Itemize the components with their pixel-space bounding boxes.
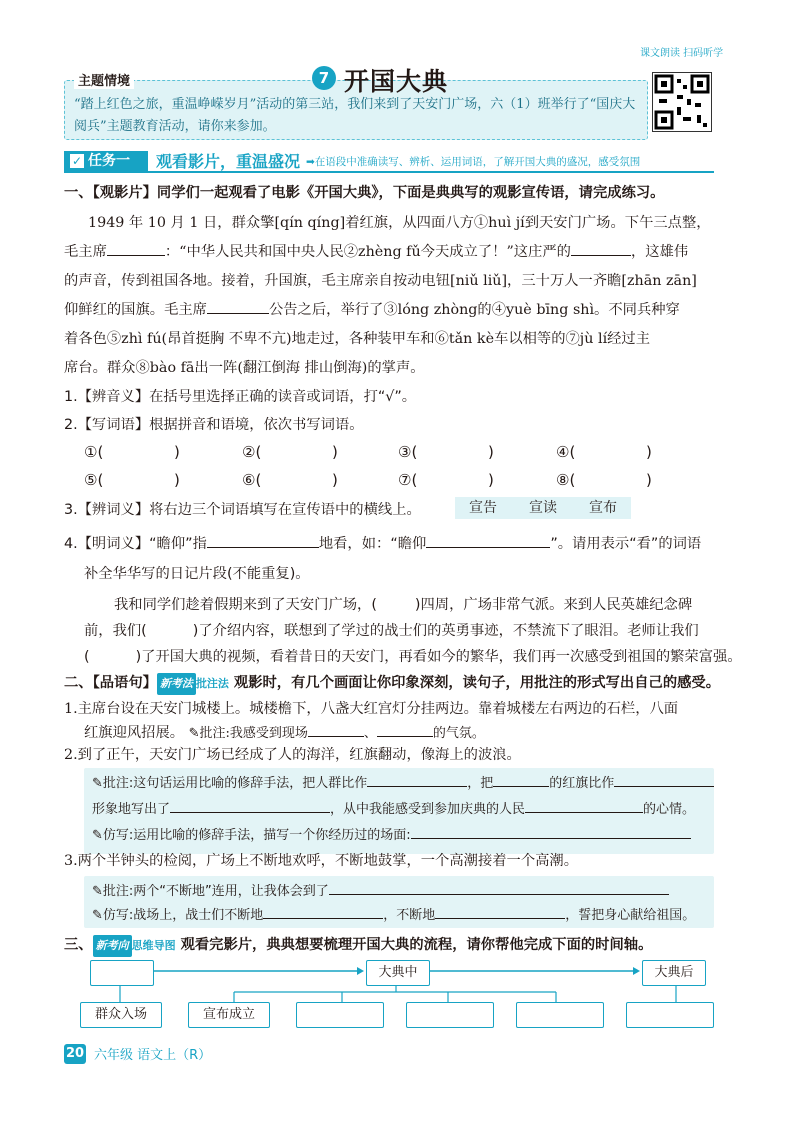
blank-s2-3[interactable] — [614, 772, 714, 787]
timeline-before-box[interactable] — [90, 960, 154, 986]
checkbox-icon: ✓ — [71, 154, 83, 168]
sentence-1: 1.主席台设在天安门城楼上。城楼檐下，八盏大红宫灯分挂两边。靠着城楼左右两边的石栏，八面 — [64, 701, 679, 717]
blank-1[interactable] — [107, 241, 165, 256]
sentence-1-cont — [84, 722, 485, 745]
task-label-box — [64, 151, 148, 171]
sentence-3: 3.两个半钟头的检阅，广场上不断地欢呼，不断地鼓掌，一个高潮接着一个高潮。 — [64, 853, 579, 869]
question-4-cont: 补全华华写的日记片段(不能重复)。 — [84, 566, 310, 582]
blank-q4-1[interactable] — [207, 533, 319, 548]
blank-2[interactable] — [571, 241, 631, 256]
diary-text: )了介绍内容，联想到了学过的战士们的英勇事迹，不禁流下了眼泪。老师让我们 — [192, 623, 699, 639]
timeline-step-blank[interactable] — [516, 1002, 604, 1028]
new-tag: 新考向 — [93, 935, 132, 957]
question-1: 1.【辨音义】在括号里选择正确的读音或词语，打“√”。 — [64, 389, 417, 405]
diary-text: ( — [84, 649, 90, 665]
imitation-text: ✎仿写:运用比喻的修辞手法，描写一个你经历过的场面: — [92, 828, 411, 843]
passage-line-6: 席台。群众⑧bào fā出一阵(翻江倒海 排山倒海)的掌声。 — [64, 360, 425, 376]
diary-text: )了开国大典的视频，看着昔日的天安门，再看如今的繁华，我们再一次感受到祖国的繁荣富强。 — [135, 649, 742, 665]
annotation-text: 的红旗比作 — [549, 776, 615, 791]
diary-line-3 — [84, 646, 742, 668]
annotation-2-line-1 — [92, 772, 714, 795]
slot-open[interactable]: ③( — [398, 443, 418, 461]
arrow-head-icon — [633, 967, 640, 975]
task-description: ➡在语段中准确读写、辨析、运用词语，了解开国大典的盛况，感受氛围 — [306, 156, 641, 168]
imitation-text: ，不断地 — [383, 908, 436, 923]
blank-s2-6[interactable] — [411, 824, 691, 839]
passage-text: ，这雄伟 — [630, 244, 689, 260]
blank-s3-1[interactable] — [329, 880, 669, 895]
passage-text: 公告之后，举行了③lóng zhòng的④yuè bīng shì。不同兵种穿 — [268, 302, 680, 318]
timeline-step-blank[interactable] — [626, 1002, 714, 1028]
annotation-text: ，从中我能感受到参加庆典的人民 — [330, 802, 526, 817]
imitation-text: ✎仿写:战场上，战士们不断地 — [92, 908, 264, 923]
slot-close: ) — [174, 443, 180, 461]
timeline-during-box: 大典中 — [366, 960, 430, 986]
passage-text: 仰鲜红的国旗。毛主席 — [64, 302, 207, 318]
annotation-text: ✎批注:两个“不断地”连用，让我体会到了 — [92, 884, 329, 899]
blank-s1-2[interactable] — [377, 722, 433, 737]
annotation-3 — [92, 880, 669, 903]
slot-close: ) — [332, 443, 338, 461]
timeline-step: 群众入场 — [80, 1002, 162, 1028]
answer-row-2 — [84, 471, 714, 493]
question-4 — [64, 533, 701, 555]
timeline-step: 宣布成立 — [188, 1002, 270, 1028]
question-3: 3.【辨词义】将右边三个词语填写在宣传语中的横线上。 — [64, 502, 421, 518]
answer-row-1 — [84, 443, 714, 465]
annotation-label: ✎批注:我感受到现场 — [188, 726, 308, 741]
section3-label: 三、 — [64, 937, 93, 953]
timeline-step-blank[interactable] — [406, 1002, 494, 1028]
page-number: 20 — [64, 1044, 86, 1064]
lesson-title: 开国大典 — [344, 67, 449, 96]
question-2: 2.【写词语】根据拼音和语境，依次书写词语。 — [64, 417, 364, 433]
method-tag: 思维导图 — [131, 939, 176, 952]
slot-open[interactable]: ⑤( — [84, 471, 104, 489]
lesson-number-badge: 7 — [312, 66, 336, 90]
diary-line-1 — [114, 594, 692, 616]
imitation-text: ，誓把身心献给祖国。 — [565, 908, 696, 923]
qr-code-icon[interactable] — [652, 72, 712, 132]
new-tag: 新考法 — [157, 673, 196, 695]
blank-s1-1[interactable] — [308, 722, 364, 737]
blank-s2-5[interactable] — [525, 798, 643, 813]
section2-text: 观影时，有几个画面让你印象深刻，读句子，用批注的形式写出自己的感受。 — [233, 675, 721, 691]
q4-text: 4.【明词义】“瞻仰”指 — [64, 536, 207, 552]
slot-close: ) — [646, 443, 652, 461]
task-label: 任务一 — [88, 153, 130, 169]
word-chip: 宣读 — [529, 500, 557, 516]
passage-line-3: 的声音，传到祖国各地。接着，升国旗，毛主席亲自按动电钮[niǔ liǔ]，三十万人一齐瞻[zhān zān] — [64, 273, 697, 289]
passage-line-4 — [64, 299, 680, 321]
book-info: 六年级 语文上（R） — [94, 1048, 212, 1063]
slot-close: ) — [174, 471, 180, 489]
q4-text: ”。请用表示“看”的词语 — [550, 536, 702, 552]
method-tag: 批注法 — [195, 677, 229, 690]
section3-heading — [64, 934, 652, 957]
timeline-step-blank[interactable] — [296, 1002, 384, 1028]
word-chip: 宣告 — [469, 500, 497, 516]
blank-s2-4[interactable] — [170, 798, 330, 813]
annotation-text: ✎批注:这句话运用比喻的修辞手法，把人群比作 — [92, 776, 368, 791]
q4-text: 地看，如：“瞻仰 — [318, 536, 427, 552]
slot-open[interactable]: ⑦( — [398, 471, 418, 489]
blank-3[interactable] — [207, 299, 269, 314]
annotation-text: 的心情。 — [643, 802, 696, 817]
sentence-2: 2.到了正午，天安门广场已经成了人的海洋，红旗翻动，像海上的波浪。 — [64, 747, 521, 763]
annotation-2-line-2 — [92, 798, 695, 821]
blank-s3-3[interactable] — [435, 904, 565, 919]
slot-open[interactable]: ④( — [556, 443, 576, 461]
section2-heading — [64, 672, 720, 695]
annotation-text: ，把 — [467, 776, 494, 791]
passage-text: ：“中华人民共和国中央人民②zhèng fǔ今天成立了！”这庄严的 — [164, 244, 571, 260]
section2-label: 二、【品语句】 — [64, 675, 157, 691]
qr-caption: 课文朗读 扫码听学 — [640, 48, 724, 59]
word-chip: 宣布 — [589, 500, 617, 516]
annotation-text: 、 — [363, 726, 377, 741]
diary-text: 我和同学们趁着假期来到了天安门广场，( — [114, 597, 377, 613]
task-title: 观看影片，重温盛况 — [156, 152, 301, 171]
section1-heading: 一、【观影片】同学们一起观看了电影《开国大典》，下面是典典写的观影宣传语，请完成练习。 — [64, 185, 665, 201]
slot-close: ) — [488, 471, 494, 489]
annotation-text: 的气氛。 — [432, 726, 485, 741]
diary-text: 前，我们( — [84, 623, 147, 639]
annotation-text: 形象地写出了 — [92, 802, 171, 817]
slot-open[interactable]: ⑥( — [242, 471, 262, 489]
timeline-after-box: 大典后 — [642, 960, 706, 986]
imitation-3 — [92, 904, 695, 927]
slot-close: ) — [332, 471, 338, 489]
slot-open[interactable]: ②( — [242, 443, 262, 461]
slot-open[interactable]: ⑧( — [556, 471, 576, 489]
section3-text: 观看完影片，典典想要梳理开国大典的流程，请你帮他完成下面的时间轴。 — [180, 937, 653, 953]
passage-line-2 — [64, 241, 688, 263]
slot-close: ) — [646, 471, 652, 489]
theme-label: 主题情境 — [74, 70, 134, 89]
blank-s2-2[interactable] — [493, 772, 549, 787]
word-bank — [455, 497, 631, 519]
blank-s3-2[interactable] — [263, 904, 383, 919]
blank-s2-1[interactable] — [367, 772, 467, 787]
diary-text: )四周，广场非常气派。来到人民英雄纪念碑 — [414, 597, 693, 613]
passage-line-5: 着各色⑤zhì fú(昂首挺胸 不卑不亢)地走过，各种装甲车和⑥tǎn kè车以相等的⑦jù lí经过主 — [64, 331, 651, 347]
slot-open[interactable]: ①( — [84, 443, 104, 461]
passage-line-1: 1949 年 10 月 1 日，群众擎[qín qíng]着红旗，从四面八方①huì jí到天安门广场。下午三点整， — [88, 215, 711, 231]
blank-q4-2[interactable] — [426, 533, 550, 548]
theme-text: “踏上红色之旅，重温峥嵘岁月”活动的第三站，我们来到了天安门广场，六（1）班举行了“国庆大阅兵”主题教育活动，请你来参加。 — [74, 97, 636, 134]
sentence-text: 红旗迎风招展。 — [84, 725, 185, 741]
imitation-2 — [92, 824, 691, 847]
slot-close: ) — [488, 443, 494, 461]
diary-line-2 — [84, 620, 699, 642]
passage-text: 毛主席 — [64, 244, 107, 260]
arrow-head-icon — [357, 967, 364, 975]
